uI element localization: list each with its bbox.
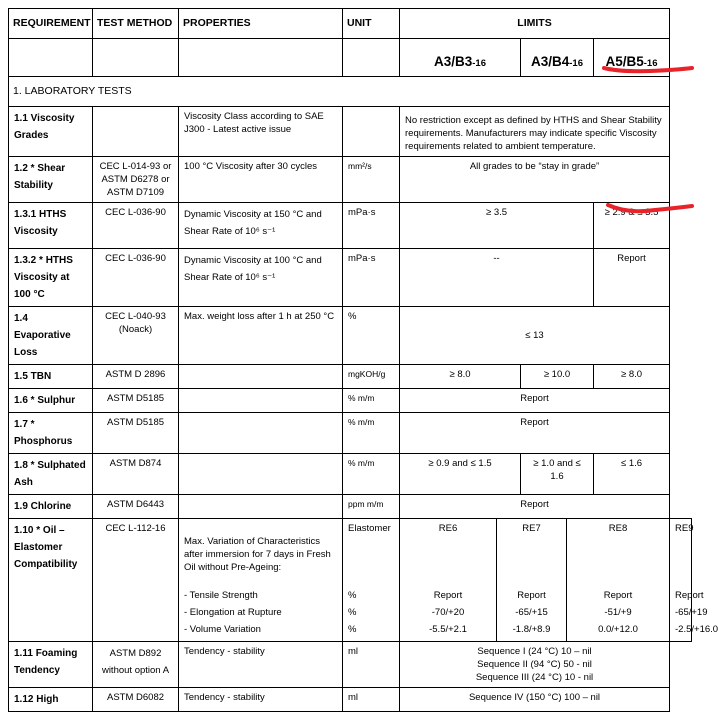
unit-cell: mPa·s [343, 249, 400, 307]
limit-cell: ≤ 1.6 [594, 454, 670, 495]
properties-cell: Viscosity Class according to SAE J300 - Latest active issue [179, 107, 343, 157]
properties-cell [179, 389, 343, 413]
elastomer-re8: RE8 Report -51/+9 0.0/+12.0 [567, 519, 670, 642]
grade-a5b5: A5/B5-16 [594, 39, 670, 77]
properties-cell [179, 413, 343, 454]
table-row [9, 495, 692, 519]
unit-cell: ml [343, 688, 400, 712]
table-row [9, 107, 692, 157]
table-row [9, 642, 692, 688]
table-row [9, 389, 692, 413]
table-row [9, 157, 692, 203]
requirement-cell: 1.7 * Phosphorus [9, 413, 93, 454]
limit-cell: ≥ 8.0 [594, 365, 670, 389]
requirement-cell: 1.2 * Shear Stability [9, 157, 93, 203]
properties-cell [179, 454, 343, 495]
section-title: 1. LABORATORY TESTS [9, 77, 670, 107]
unit-cell [343, 107, 400, 157]
limit-cell: Report [400, 495, 670, 519]
requirement-cell: 1.4 Evaporative Loss [9, 307, 93, 365]
limit-cell: -- [400, 249, 594, 307]
properties-cell: Max. weight loss after 1 h at 250 °C [179, 307, 343, 365]
elastomer-re7: RE7 Report -65/+15 -1.8/+8.9 [497, 519, 567, 642]
unit-cell: % m/m [343, 413, 400, 454]
header-limits: LIMITS [400, 9, 670, 39]
method-cell: ASTM D5185 [93, 389, 179, 413]
unit-cell: mgKOH/g [343, 365, 400, 389]
grade-a3b3: A3/B3-16 [400, 39, 521, 77]
unit-cell: % [343, 307, 400, 365]
limit-cell: ≥ 3.5 [400, 203, 594, 249]
limit-cell: All grades to be “stay in grade” [400, 157, 670, 203]
unit-cell: Elastomer % % % [343, 519, 400, 642]
unit-cell: mm²/s [343, 157, 400, 203]
limit-cell-a5b5: Report [594, 249, 670, 307]
unit-cell: mPa·s [343, 203, 400, 249]
limit-cell: ≥ 1.0 and ≤ 1.6 [521, 454, 594, 495]
limit-cell: Report [400, 389, 670, 413]
properties-cell [179, 495, 343, 519]
method-cell: CEC L-112-16 [93, 519, 179, 642]
method-cell: ASTM D6443 [93, 495, 179, 519]
elastomer-re9: RE9 Report -65/+19 -2.5/+16.0 [670, 519, 692, 642]
grade-a3b4: A3/B4-16 [521, 39, 594, 77]
properties-cell: Tendency - stability [179, 642, 343, 688]
limit-cell: Sequence IV (150 °C) 100 – nil [400, 688, 670, 712]
table-row [9, 413, 692, 454]
properties-cell: Dynamic Viscosity at 100 °C and Shear Rate of 10⁶ s⁻¹ [179, 249, 343, 307]
unit-cell: % m/m [343, 389, 400, 413]
method-cell: CEC L-036-90 [93, 203, 179, 249]
requirements-table [8, 8, 718, 712]
method-cell: ASTM D 2896 [93, 365, 179, 389]
table-row [9, 203, 692, 249]
requirement-cell: 1.9 Chlorine [9, 495, 93, 519]
method-cell: ASTM D892 without option A [93, 642, 179, 688]
table-row [9, 454, 692, 495]
requirement-cell: 1.12 High [9, 688, 93, 712]
section-row [9, 77, 692, 107]
limit-cell: Report [400, 413, 670, 454]
method-cell: CEC L-036-90 [93, 249, 179, 307]
limit-cell-a5b5: ≥ 2.9 & ≤ 3.5 [594, 203, 670, 249]
requirement-cell: 1.3.1 HTHS Viscosity [9, 203, 93, 249]
method-cell: CEC L-040-93 (Noack) [93, 307, 179, 365]
header-requirement: REQUIREMENT [9, 9, 93, 39]
properties-cell: 100 °C Viscosity after 30 cycles [179, 157, 343, 203]
limit-cell: ≥ 10.0 [521, 365, 594, 389]
properties-cell: Dynamic Viscosity at 150 °C and Shear Rate of 10⁶ s⁻¹ [179, 203, 343, 249]
requirement-cell: 1.6 * Sulphur [9, 389, 93, 413]
method-cell: ASTM D6082 [93, 688, 179, 712]
properties-cell: Tendency - stability [179, 688, 343, 712]
table-row [9, 249, 692, 307]
requirement-cell: 1.1 Viscosity Grades [9, 107, 93, 157]
limit-cell: No restriction except as defined by HTHS and Shear Stability requirements. Manufacturers may indicate specific Viscosity requirements related to ambient temperature. [400, 107, 670, 157]
table-row [9, 688, 692, 712]
header-unit: UNIT [343, 9, 400, 39]
limit-cell: Sequence I (24 °C) 10 – nil Sequence II (94 °C) 50 - nil Sequence III (24 °C) 10 - nil [400, 642, 670, 688]
method-cell [93, 107, 179, 157]
requirement-cell: 1.3.2 * HTHS Viscosity at 100 °C [9, 249, 93, 307]
requirement-cell: 1.5 TBN [9, 365, 93, 389]
unit-cell: % m/m [343, 454, 400, 495]
method-cell: ASTM D874 [93, 454, 179, 495]
requirement-cell: 1.8 * Sulphated Ash [9, 454, 93, 495]
unit-cell: ppm m/m [343, 495, 400, 519]
table-row [9, 519, 692, 642]
spec-table-page [8, 8, 718, 705]
unit-cell: ml [343, 642, 400, 688]
header-properties: PROPERTIES [179, 9, 343, 39]
properties-cell: Max. Variation of Characteristics after immersion for 7 days in Fresh Oil without Pre-Ageing: - Tensile Strength - Elongation at Rupture - Volume Variation [179, 519, 343, 642]
method-cell: CEC L-014-93 or ASTM D6278 or ASTM D7109 [93, 157, 179, 203]
requirement-cell: 1.10 * Oil – Elastomer Compatibility [9, 519, 93, 642]
requirement-cell: 1.11 Foaming Tendency [9, 642, 93, 688]
table-row [9, 365, 692, 389]
table-row [9, 307, 692, 365]
limit-cell: ≤ 13 [400, 307, 670, 365]
properties-cell [179, 365, 343, 389]
limit-cell: ≥ 8.0 [400, 365, 521, 389]
limit-cell: ≥ 0.9 and ≤ 1.5 [400, 454, 521, 495]
elastomer-re6: RE6 Report -70/+20 -5.5/+2.1 [400, 519, 497, 642]
header-test-method: TEST METHOD [93, 9, 179, 39]
header-row [9, 9, 692, 39]
grade-row [9, 39, 692, 77]
method-cell: ASTM D5185 [93, 413, 179, 454]
